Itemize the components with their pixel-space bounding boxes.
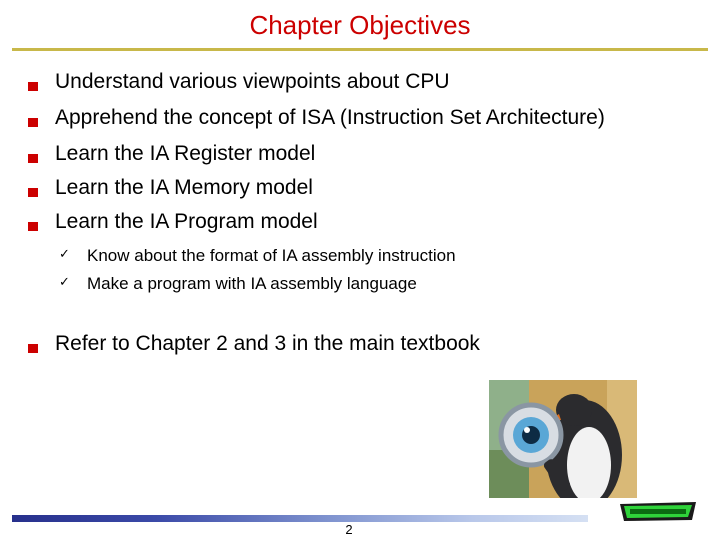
checkmark-icon: ✓ <box>59 246 70 261</box>
sub-bullet-item <box>0 274 720 300</box>
bullet-item <box>0 176 720 206</box>
footer-bar <box>12 515 588 522</box>
bullet-marker-icon <box>28 344 38 353</box>
penguin-illustration-icon <box>489 380 637 498</box>
bullet-marker-icon <box>28 222 38 231</box>
bullet-item <box>0 210 720 240</box>
bullet-marker-icon <box>28 118 38 127</box>
sub-bullet-text: Know about the format of IA assembly instruction <box>87 246 456 265</box>
page-number: 2 <box>345 522 353 537</box>
bullet-item <box>0 106 720 136</box>
sub-bullet-text: Make a program with IA assembly language <box>87 274 417 293</box>
bullet-text: Apprehend the concept of ISA (Instruction Set Architecture) <box>55 106 605 129</box>
bullet-marker-icon <box>28 188 38 197</box>
bullet-marker-icon <box>28 82 38 91</box>
bullet-text: Understand various viewpoints about CPU <box>55 70 450 93</box>
slide-title: Chapter Objectives <box>249 10 471 40</box>
title-divider <box>12 48 708 51</box>
bullet-item <box>0 70 720 100</box>
green-logo-icon <box>618 500 698 522</box>
bullet-text: Refer to Chapter 2 and 3 in the main textbook <box>55 332 480 355</box>
bullet-item <box>0 142 720 172</box>
bullet-text: Learn the IA Register model <box>55 142 316 165</box>
bullet-text: Learn the IA Memory model <box>55 176 313 199</box>
sub-bullet-item <box>0 246 720 272</box>
bullet-item <box>0 332 720 362</box>
bullet-text: Learn the IA Program model <box>55 210 318 233</box>
bullet-marker-icon <box>28 154 38 163</box>
checkmark-icon: ✓ <box>59 274 70 289</box>
